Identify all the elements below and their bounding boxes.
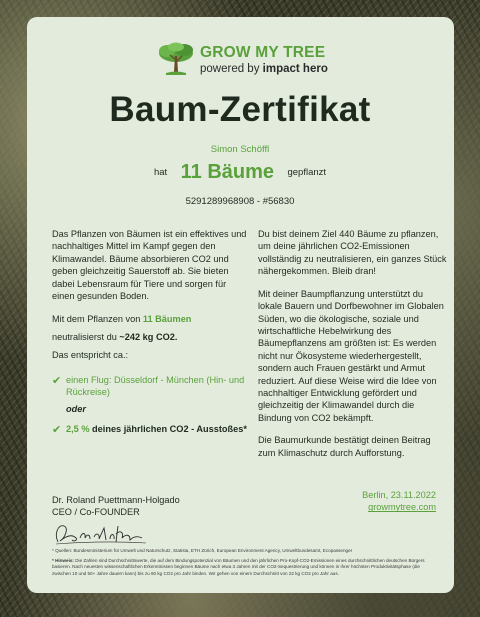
- flight-text: einen Flug: Düsseldorf - München (Hin- und Rückreise): [66, 374, 245, 398]
- emissions-rest: deines jährlichen CO2 - Ausstoßes*: [89, 424, 247, 435]
- website-link[interactable]: growmytree.com: [368, 502, 436, 513]
- hint-label: * Hinweis:: [52, 558, 74, 563]
- right-column: [258, 228, 448, 469]
- neutral-amount: ~242 kg CO2.: [119, 331, 178, 342]
- place-date: [362, 489, 436, 514]
- powered-by-prefix: powered by: [200, 63, 263, 75]
- issue-date: Berlin, 23.11.2022: [362, 490, 436, 500]
- brand-header: [156, 42, 326, 82]
- signatory-name: Dr. Roland Puettmann-Holgado: [52, 495, 180, 505]
- confirmation-text: Die Baumurkunde bestätigt deinen Beitrag zum Klimaschutz durch Aufforstung.: [258, 435, 431, 458]
- signatory: [52, 494, 180, 519]
- planting-count: 11 Bäumen: [142, 313, 192, 324]
- certificate-title: Baum-Zertifikat: [109, 90, 371, 129]
- signatory-role: CEO / Co-FOUNDER: [52, 507, 140, 518]
- tree-icon: [156, 42, 196, 76]
- intro-text: Das Pflanzen von Bäumen ist ein effektives und nachhaltiges Mittel im Kampf gegen den Klimawandel. Bäume absorbieren CO2 und geben gleichzeitig Sauerstoff ab. Sie bieten dabei Lebensraum für Tiere und sorgen für einen gesunden Boden.: [52, 229, 247, 302]
- goal-text: Du bist deinem Ziel 440 Bäume zu pflanzen, um deine jährlichen CO2-Emissionen vollständig zu neutralisieren, ein ganzes Stück nähergekommen. Bleib dran!: [258, 229, 447, 277]
- hint-footnote: [52, 558, 432, 577]
- tree-count: 11 Bäume: [180, 161, 275, 183]
- sources-footnote: * Quellen: Bundesministerium für Umwelt und Naturschutz, Statista, ETH Zürich, European Environment Agency, Umweltbundesamt, Ecopassenger: [52, 548, 353, 553]
- equiv-text: Das entspricht ca.:: [52, 350, 129, 361]
- equiv-item-flight: [52, 374, 248, 399]
- signature-image: [52, 520, 152, 548]
- check-icon: ✔: [52, 424, 62, 437]
- neutral-prefix: neutralisierst du: [52, 331, 120, 342]
- tree-count-line: [0, 161, 480, 184]
- tree-count-prefix: hat: [153, 167, 168, 178]
- recipient-name: Simon Schöffl: [210, 144, 270, 155]
- powered-by-brand: impact hero: [262, 63, 328, 75]
- oder-text: oder: [66, 403, 86, 414]
- hint-text: Die Zahlen sind Durchschnittswerte, die auf dem Bindungspotenzial von Bäumen und den jährlichen Pro-Kopf-CO2-Emissionen eines durchschnittlichen deutschen Bürgers basieren. Nach neuesten wissenschaftlichen Erkenntnissen beginnen Bäume nach etwa 3 Jahren mit der CO2-Sequestrierung und können in ihrer höchsten Produktivitätsphase (die zwischen 10 und 50+ Jahre dauern kann) bis zu 60 kg CO2 pro Jahr binden. Wir gehen von einem Durchschnitt von 22 kg CO2 pro Jahr aus.: [52, 558, 425, 576]
- tree-count-suffix: gepflanzt: [287, 167, 327, 178]
- check-icon: ✔: [52, 374, 62, 387]
- emissions-percent: 2,5 %: [66, 424, 90, 435]
- powered-by: [200, 63, 328, 75]
- planting-prefix: Mit dem Pflanzen von: [52, 313, 143, 324]
- emissions-text: [66, 424, 247, 434]
- certificate-id: 5291289968908 - #56830: [185, 196, 295, 207]
- impact-text: Mit deiner Baumpflanzung unterstützt du lokale Bauern und Dorfbewohner im Globalen Süden, wo die ökologische, soziale und wirtschaftliche Hebelwirkung des Bäumepflanzens am größten ist: Es werden nicht nur Ökosysteme wiederhergestellt, sondern auch Frauen gestärkt und Armut reduziert. Auf diese Weise wird die Idee von nachhaltiger Entwicklung gefördert und gleichzeitig der Klimawandel durch die Bindung von CO2 bekämpft.: [258, 288, 444, 423]
- neutral-line: [52, 331, 248, 343]
- planting-line: [52, 313, 248, 325]
- left-column: [52, 228, 248, 439]
- equiv-item-emissions: [52, 423, 248, 435]
- brand-name: GROW MY TREE: [200, 44, 326, 61]
